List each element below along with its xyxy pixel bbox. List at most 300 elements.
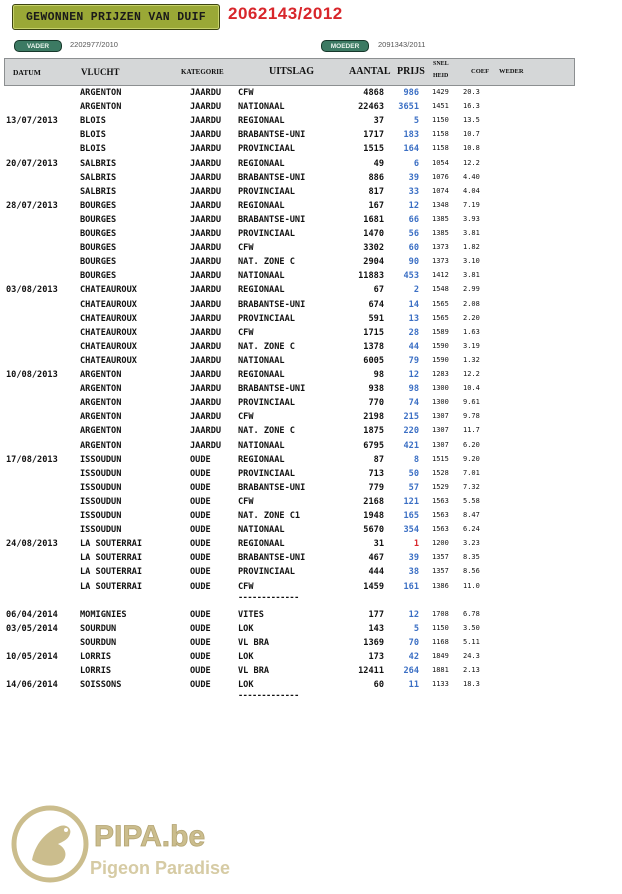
row-uitslag: BRABANTSE-UNI (238, 214, 306, 225)
row-prijs: 79 (408, 355, 419, 366)
table-row (0, 482, 622, 496)
row-coef: 24.3 (463, 651, 480, 660)
row-vlucht: BLOIS (80, 116, 106, 127)
row-vlucht: CHATEAUROUX (80, 285, 137, 296)
row-vlucht: BOURGES (80, 229, 117, 239)
row-uitslag: PROVINCIAAL (238, 144, 295, 155)
moeder-badge[interactable]: MOEDER (321, 40, 369, 52)
col-uitslag: UITSLAG (269, 66, 315, 77)
row-kategorie: JAARDU (190, 299, 222, 310)
table-row (0, 355, 622, 369)
row-coef: 2.99 (463, 285, 480, 294)
row-coef: 20.3 (463, 88, 480, 96)
row-snelheid: 1150 (432, 623, 449, 632)
row-aantal: 1378 (363, 341, 384, 352)
table-row (0, 552, 622, 566)
row-aantal: 886 (368, 172, 384, 183)
row-vlucht: ARGENTON (80, 440, 122, 451)
row-aantal: 22463 (358, 102, 384, 113)
row-aantal: 674 (368, 299, 384, 310)
row-vlucht: BOURGES (80, 271, 117, 282)
row-prijs: 12 (408, 609, 419, 620)
row-prijs: 74 (408, 398, 419, 409)
row-kategorie: JAARDU (190, 88, 222, 98)
table-row (0, 200, 622, 214)
row-uitslag: BRABANTSE-UNI (238, 299, 306, 310)
row-uitslag: PROVINCIAAL (238, 313, 295, 324)
row-snelheid: 1074 (432, 186, 449, 195)
row-snelheid: 1590 (432, 341, 449, 350)
row-coef: 12.2 (463, 158, 480, 167)
row-uitslag: BRABANTSE-UNI (238, 482, 306, 493)
row-prijs: 90 (408, 257, 419, 268)
row-prijs: 8 (413, 454, 419, 465)
row-uitslag: NATIONAAL (238, 102, 285, 113)
row-uitslag: VL BRA (238, 637, 270, 648)
col-datum: DATUM (13, 68, 41, 77)
table-row (0, 609, 622, 623)
row-prijs: 42 (408, 651, 419, 662)
row-kategorie: JAARDU (190, 214, 222, 225)
table-row (0, 538, 622, 552)
row-coef: 9.20 (463, 454, 480, 463)
row-datum: 03/08/2013 (6, 285, 58, 296)
row-aantal: 938 (368, 384, 384, 395)
row-uitslag: PROVINCIAAL (238, 186, 295, 197)
row-kategorie: OUDE (190, 454, 211, 465)
row-aantal: 67 (373, 285, 384, 296)
row-prijs: 264 (403, 666, 419, 676)
col-weder: WEDER (499, 68, 524, 75)
row-kategorie: JAARDU (190, 271, 222, 282)
row-aantal: 87 (373, 454, 384, 465)
vader-badge[interactable]: VADER (14, 40, 62, 52)
title-button[interactable]: GEWONNEN PRIJZEN VAN DUIF (12, 4, 220, 30)
row-vlucht: ARGENTON (80, 370, 122, 380)
row-snelheid: 1563 (432, 511, 449, 519)
table-row (0, 186, 622, 200)
row-kategorie: OUDE (190, 482, 211, 493)
row-uitslag: PROVINCIAAL (238, 567, 295, 578)
table-row (0, 637, 622, 651)
row-aantal: 31 (373, 539, 384, 550)
col-prijs: PRIJS (397, 66, 425, 77)
row-vlucht: BOURGES (80, 200, 117, 211)
row-snelheid: 1565 (432, 299, 449, 308)
row-kategorie: JAARDU (190, 440, 222, 451)
row-uitslag: LOK (238, 623, 254, 634)
row-kategorie: JAARDU (190, 172, 222, 183)
table-row (0, 369, 622, 383)
table-row (0, 566, 622, 580)
row-vlucht: BLOIS (80, 144, 106, 155)
row-vlucht: ISSOUDUN (80, 454, 122, 465)
row-kategorie: JAARDU (190, 257, 222, 268)
row-kategorie: JAARDU (190, 355, 222, 366)
row-datum: 06/04/2014 (6, 609, 58, 620)
row-vlucht: CHATEAUROUX (80, 299, 137, 310)
table-row (0, 115, 622, 129)
table-row (0, 651, 622, 665)
row-aantal: 1717 (363, 130, 384, 141)
row-snelheid: 1589 (432, 327, 449, 336)
row-snelheid: 1150 (432, 116, 449, 125)
row-coef: 3.93 (463, 214, 480, 223)
row-vlucht: ISSOUDUN (80, 468, 122, 479)
row-snelheid: 1881 (432, 666, 449, 674)
row-snelheid: 1054 (432, 158, 449, 167)
row-snelheid: 1283 (432, 370, 449, 378)
table-row (0, 313, 622, 327)
row-snelheid: 1168 (432, 637, 449, 646)
row-prijs: 165 (403, 511, 419, 521)
row-vlucht: ISSOUDUN (80, 496, 122, 507)
row-coef: 7.01 (463, 468, 480, 477)
row-aantal: 11883 (358, 271, 384, 282)
table-row (0, 214, 622, 228)
row-vlucht: CHATEAUROUX (80, 313, 137, 324)
row-prijs: 33 (408, 186, 419, 197)
row-kategorie: OUDE (190, 496, 211, 507)
row-prijs: 5 (413, 116, 419, 127)
row-prijs: 986 (403, 88, 419, 98)
row-coef: 7.19 (463, 200, 480, 209)
row-prijs: 98 (408, 384, 419, 395)
row-vlucht: LA SOUTERRAI (80, 539, 143, 550)
row-aantal: 173 (368, 651, 384, 662)
row-uitslag: VITES (238, 609, 264, 620)
row-aantal: 2168 (363, 496, 384, 507)
row-snelheid: 1076 (432, 172, 449, 181)
row-coef: 13.5 (463, 116, 480, 125)
row-coef: 3.81 (463, 271, 480, 280)
col-vlucht: VLUCHT (81, 67, 120, 77)
row-coef: 11.0 (463, 581, 480, 590)
row-uitslag: NATIONAAL (238, 440, 285, 451)
row-uitslag: REGIONAAL (238, 454, 285, 465)
row-coef: 3.23 (463, 539, 480, 548)
row-vlucht: LORRIS (80, 651, 112, 662)
row-vlucht: SALBRIS (80, 186, 117, 197)
row-vlucht: ARGENTON (80, 384, 122, 395)
row-snelheid: 1158 (432, 130, 449, 139)
row-coef: 8.47 (463, 511, 480, 519)
row-prijs: 453 (403, 271, 419, 282)
row-snelheid: 1357 (432, 553, 449, 562)
row-vlucht: ISSOUDUN (80, 511, 122, 521)
row-kategorie: OUDE (190, 539, 211, 550)
row-uitslag: VL BRA (238, 666, 270, 676)
row-kategorie: JAARDU (190, 327, 222, 338)
row-aantal: 6795 (363, 440, 384, 451)
row-prijs: 44 (408, 341, 419, 352)
row-vlucht: BOURGES (80, 257, 117, 268)
col-snelheid-bottom: HEID (433, 73, 449, 79)
row-prijs: 164 (403, 144, 419, 155)
row-uitslag: REGIONAAL (238, 370, 285, 380)
row-vlucht: LA SOUTERRAI (80, 553, 143, 564)
col-coef: COEF (471, 68, 490, 75)
row-prijs: 28 (408, 327, 419, 338)
row-coef: 3.10 (463, 257, 480, 266)
row-snelheid: 1528 (432, 468, 449, 477)
row-coef: 10.4 (463, 384, 480, 393)
row-snelheid: 1529 (432, 482, 449, 491)
row-vlucht: ISSOUDUN (80, 525, 122, 536)
row-vlucht: CHATEAUROUX (80, 355, 137, 366)
row-coef: 6.24 (463, 525, 480, 534)
row-coef: 8.35 (463, 553, 480, 562)
row-uitslag: REGIONAAL (238, 158, 285, 169)
row-prijs: 56 (408, 229, 419, 239)
row-snelheid: 1515 (432, 454, 449, 463)
row-coef: 2.20 (463, 313, 480, 322)
row-prijs: 39 (408, 172, 419, 183)
row-uitslag: BRABANTSE-UNI (238, 384, 306, 395)
row-aantal: 779 (368, 482, 384, 493)
row-vlucht: BLOIS (80, 130, 106, 141)
row-snelheid: 1307 (432, 440, 449, 449)
row-kategorie: JAARDU (190, 285, 222, 296)
row-coef: 10.7 (463, 130, 480, 139)
row-coef: 8.56 (463, 567, 480, 576)
row-vlucht: SOISSONS (80, 680, 122, 691)
row-prijs: 121 (403, 496, 419, 507)
row-aantal: 2904 (363, 257, 384, 268)
row-coef: 2.08 (463, 299, 480, 308)
table-row (0, 397, 622, 411)
row-snelheid: 1412 (432, 271, 449, 280)
col-snelheid-top: SNEL (433, 61, 449, 67)
row-prijs: 2 (413, 285, 419, 296)
row-snelheid: 1307 (432, 426, 449, 435)
row-vlucht: LA SOUTERRAI (80, 581, 143, 592)
row-prijs: 38 (408, 567, 419, 578)
row-prijs: 13 (408, 313, 419, 324)
row-uitslag: NAT. ZONE C (238, 257, 295, 268)
row-uitslag: BRABANTSE-UNI (238, 172, 306, 183)
table-row (0, 510, 622, 524)
row-uitslag: BRABANTSE-UNI (238, 553, 306, 564)
row-coef: 9.61 (463, 398, 480, 407)
row-coef: 16.3 (463, 102, 480, 111)
row-uitslag: PROVINCIAAL (238, 398, 295, 409)
row-snelheid: 1300 (432, 398, 449, 407)
row-snelheid: 1385 (432, 229, 449, 237)
row-vlucht: SOURDUN (80, 623, 117, 634)
table-row (0, 581, 622, 595)
row-prijs: 421 (403, 440, 419, 451)
row-vlucht: SALBRIS (80, 172, 117, 183)
table-row (0, 524, 622, 538)
row-coef: 3.50 (463, 623, 480, 632)
row-datum: 10/05/2014 (6, 651, 58, 662)
row-prijs: 70 (408, 637, 419, 648)
row-uitslag: LOK (238, 651, 254, 662)
row-snelheid: 1373 (432, 243, 449, 252)
row-prijs: 50 (408, 468, 419, 479)
row-kategorie: OUDE (190, 468, 211, 479)
row-aantal: 177 (368, 609, 384, 620)
table-row (0, 228, 622, 242)
row-prijs: 220 (403, 426, 419, 437)
row-kategorie: JAARDU (190, 200, 222, 211)
row-prijs: 183 (403, 130, 419, 141)
moeder-ring: 2091343/2011 (378, 40, 426, 49)
row-snelheid: 1200 (432, 539, 449, 548)
table-row (0, 327, 622, 341)
row-aantal: 1515 (363, 144, 384, 155)
row-prijs: 161 (403, 581, 419, 592)
row-kategorie: JAARDU (190, 158, 222, 169)
row-kategorie: JAARDU (190, 186, 222, 197)
row-snelheid: 1451 (432, 102, 449, 111)
table-row (0, 284, 622, 298)
row-aantal: 49 (373, 158, 384, 169)
table-row (0, 454, 622, 468)
row-kategorie: JAARDU (190, 116, 222, 127)
table-row (0, 383, 622, 397)
row-prijs: 12 (408, 370, 419, 380)
row-prijs: 11 (408, 680, 419, 691)
row-kategorie: OUDE (190, 553, 211, 564)
row-coef: 6.20 (463, 440, 480, 449)
row-snelheid: 1849 (432, 651, 449, 660)
row-vlucht: SOURDUN (80, 637, 117, 648)
row-datum: 24/08/2013 (6, 539, 58, 550)
row-kategorie: OUDE (190, 525, 211, 536)
row-snelheid: 1348 (432, 200, 449, 209)
table-row (0, 101, 622, 115)
row-aantal: 713 (368, 468, 384, 479)
row-kategorie: JAARDU (190, 398, 222, 409)
row-uitslag: BRABANTSE-UNI (238, 130, 306, 141)
row-datum: 10/08/2013 (6, 370, 58, 380)
row-coef: 10.8 (463, 144, 480, 153)
table-row (0, 242, 622, 256)
row-coef: 18.3 (463, 680, 480, 689)
row-aantal: 6005 (363, 355, 384, 366)
row-vlucht: CHATEAUROUX (80, 341, 137, 352)
row-aantal: 143 (368, 623, 384, 634)
row-coef: 4.40 (463, 172, 480, 181)
row-aantal: 467 (368, 553, 384, 564)
row-uitslag: REGIONAAL (238, 285, 285, 296)
row-uitslag: CFW (238, 412, 254, 423)
row-coef: 4.04 (463, 186, 480, 195)
row-aantal: 1681 (363, 214, 384, 225)
row-aantal: 1459 (363, 581, 384, 592)
row-coef: 6.78 (463, 609, 480, 618)
row-aantal: 1369 (363, 637, 384, 648)
row-kategorie: JAARDU (190, 412, 222, 423)
row-coef: 2.13 (463, 666, 480, 674)
table-row (0, 440, 622, 454)
row-vlucht: ARGENTON (80, 412, 122, 423)
row-vlucht: BOURGES (80, 214, 117, 225)
row-aantal: 1470 (363, 229, 384, 239)
table-row (0, 256, 622, 270)
row-kategorie: JAARDU (190, 370, 222, 380)
row-aantal: 1875 (363, 426, 384, 437)
row-snelheid: 1307 (432, 412, 449, 421)
row-uitslag: REGIONAAL (238, 539, 285, 550)
row-aantal: 444 (368, 567, 384, 578)
table-row (0, 468, 622, 482)
table-row (0, 679, 622, 693)
row-aantal: 1715 (363, 327, 384, 338)
row-aantal: 817 (368, 186, 384, 197)
row-prijs: 354 (403, 525, 419, 536)
row-uitslag: NATIONAAL (238, 525, 285, 536)
row-vlucht: ARGENTON (80, 426, 122, 437)
row-snelheid: 1357 (432, 567, 449, 576)
table-row (0, 623, 622, 637)
pigeon-eye (64, 828, 68, 832)
row-vlucht: LORRIS (80, 666, 112, 676)
row-coef: 11.7 (463, 426, 480, 435)
row-aantal: 37 (373, 116, 384, 127)
row-coef: 3.81 (463, 229, 480, 237)
row-kategorie: OUDE (190, 666, 211, 676)
row-aantal: 770 (368, 398, 384, 409)
row-kategorie: OUDE (190, 637, 211, 648)
row-vlucht: ARGENTON (80, 398, 122, 409)
table-row (0, 341, 622, 355)
row-aantal: 4868 (363, 88, 384, 98)
row-kategorie: JAARDU (190, 313, 222, 324)
table-row (0, 411, 622, 425)
row-uitslag: REGIONAAL (238, 116, 285, 127)
row-aantal: 12411 (358, 666, 384, 676)
row-coef: 1.63 (463, 327, 480, 336)
vader-ring: 2202977/2010 (70, 40, 118, 49)
row-prijs: 3651 (398, 102, 419, 113)
col-kategorie: KATEGORIE (181, 68, 224, 76)
row-vlucht: BOURGES (80, 243, 117, 254)
row-coef: 5.11 (463, 637, 480, 646)
row-vlucht: LA SOUTERRAI (80, 567, 143, 578)
row-aantal: 1948 (363, 511, 384, 521)
row-vlucht: MOMIGNIES (80, 609, 127, 620)
row-snelheid: 1133 (432, 680, 449, 689)
row-aantal: 98 (373, 370, 384, 380)
row-kategorie: OUDE (190, 567, 211, 578)
row-snelheid: 1563 (432, 496, 449, 505)
row-snelheid: 1563 (432, 525, 449, 534)
row-datum: 20/07/2013 (6, 158, 58, 169)
row-uitslag: NAT. ZONE C (238, 341, 295, 352)
row-uitslag: CFW (238, 496, 254, 507)
row-prijs: 5 (413, 623, 419, 634)
row-uitslag: NAT. ZONE C (238, 426, 295, 437)
row-kategorie: OUDE (190, 581, 211, 592)
row-coef: 5.58 (463, 496, 480, 505)
row-aantal: 60 (373, 680, 384, 691)
table-row (0, 425, 622, 439)
logo-brand: PIPA.be (94, 820, 206, 853)
row-kategorie: OUDE (190, 511, 211, 521)
row-vlucht: ARGENTON (80, 102, 122, 113)
row-snelheid: 1590 (432, 355, 449, 364)
row-uitslag: CFW (238, 88, 254, 98)
row-kategorie: JAARDU (190, 102, 222, 113)
row-datum: 28/07/2013 (6, 200, 58, 211)
row-aantal: 3302 (363, 243, 384, 254)
row-kategorie: JAARDU (190, 341, 222, 352)
logo-tagline: Pigeon Paradise (90, 858, 231, 878)
row-kategorie: JAARDU (190, 144, 222, 155)
